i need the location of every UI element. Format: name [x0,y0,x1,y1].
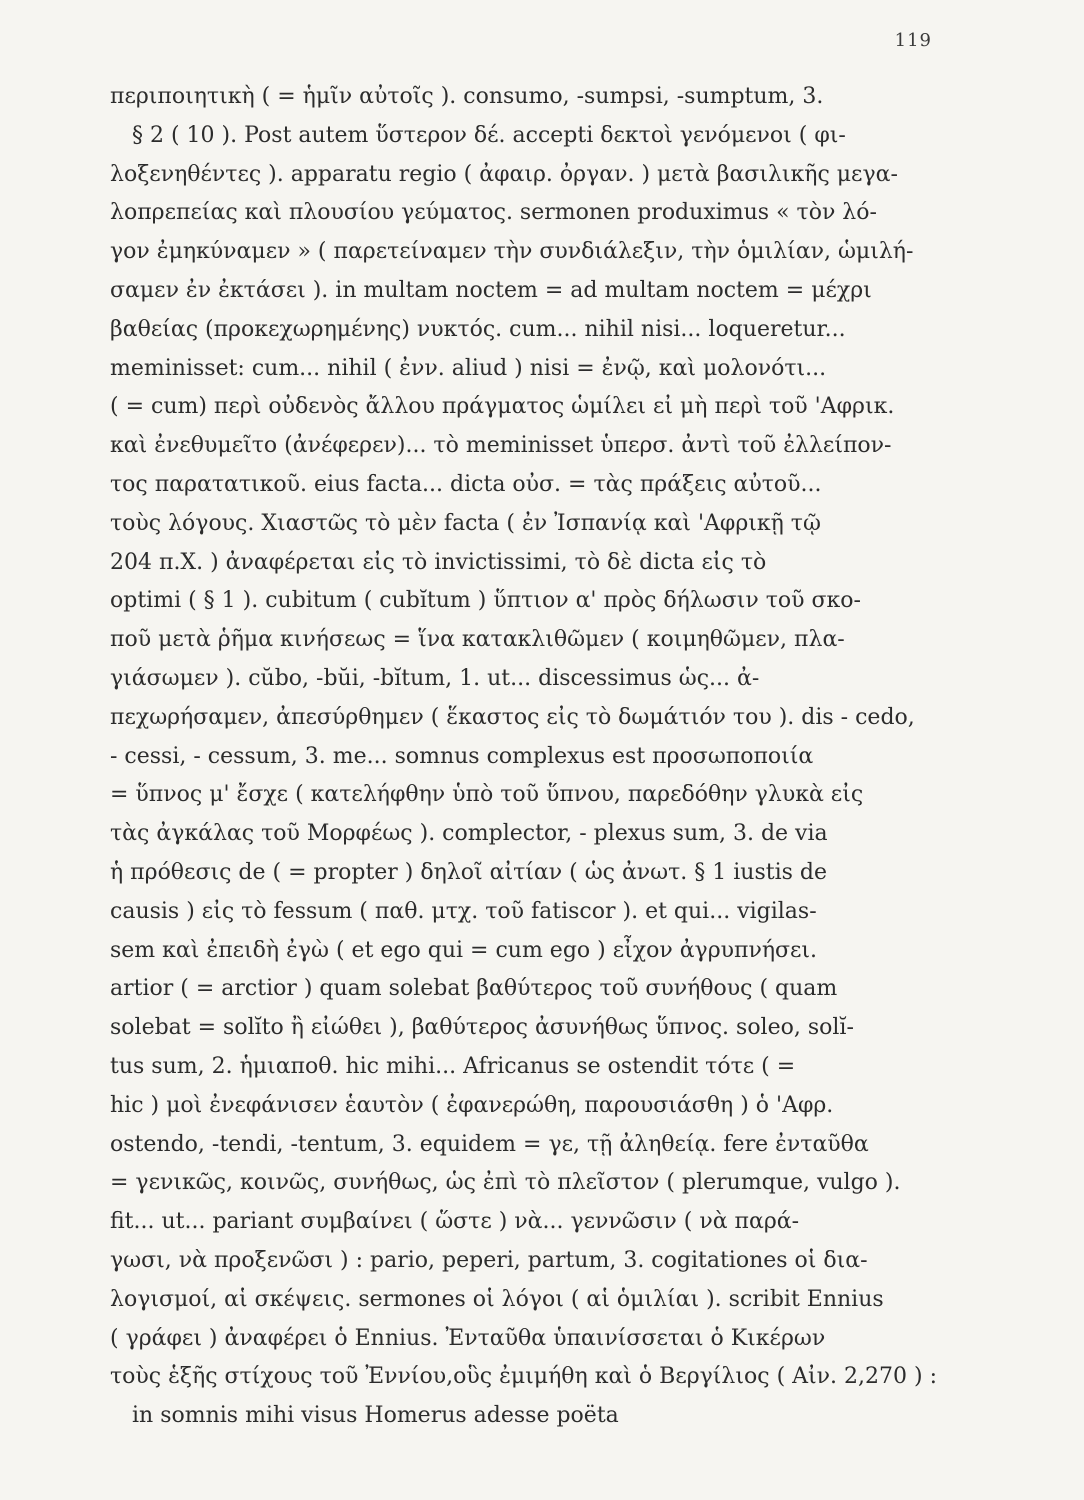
page-number: 119 [894,30,932,51]
text-line: in somnis mihi visus Homerus adesse poëta [132,1403,619,1429]
commentary-text [110,78,970,1436]
text-line: tus sum, 2. ἡμιαποθ. hic mihi... Africanus se ostendit τότε ( = [110,1053,796,1079]
text-line: σαμεν ἐν ἐκτάσει ). in multam noctem = ad multam noctem = μέχρι [110,277,872,303]
text-line: 204 π.Χ. ) ἀναφέρεται εἰς τὸ invictissimi, τὸ δὲ dicta εἰς τὸ [110,549,767,575]
text-line: τοὺς ἑξῆς στίχους τοῦ Ἐννίου,οὓς ἐμιμήθη καὶ ὁ Βεργίλιος ( Αἰν. 2,270 ) : [110,1364,937,1390]
text-line: causis ) εἰς τὸ fessum ( παθ. μτχ. τοῦ fatiscor ). et qui... vigilas- [110,898,817,924]
text-line: καὶ ἐνεθυμεῖτο (ἀνέφερεν)... τὸ meminisset ὑπερσ. ἀντὶ τοῦ ἐλλείπον- [110,433,892,459]
text-line: artior ( = arctior ) quam solebat βαθύτερος τοῦ συνήθους ( quam [110,976,838,1002]
text-line: λοξενηθέντες ). apparatu regio ( ἀφαιρ. ὀργαν. ) μετὰ βασιλικῆς μεγα- [110,161,898,187]
text-line: hic ) μοὶ ἐνεφάνισεν ἑαυτὸν ( ἐφανερώθη, παρουσιάσθη ) ὁ 'Αφρ. [110,1092,834,1118]
text-line: περιποιητικὴ ( = ἡμῖν αὐτοῖς ). consumo, -sumpsi, -sumptum, 3. [110,84,824,109]
text-line: τὰς ἀγκάλας τοῦ Μορφέως ). complector, - plexus sum, 3. de via [110,821,828,847]
text-line: τοὺς λόγους. Χιαστῶς τὸ μὲν facta ( ἐν Ἰσπανίᾳ καὶ 'Αφρικῇ τῷ [110,510,821,536]
text-line: fit... ut... pariant συμβαίνει ( ὥστε ) νὰ... γεννῶσιν ( νὰ παρά- [110,1209,800,1235]
text-line: ostendo, -tendi, -tentum, 3. equidem = γε, τῇ ἀληθείᾳ. fere ἐνταῦθα [110,1131,869,1157]
text-line: meminisset: cum... nihil ( ἐνν. aliud ) nisi = ἐνῷ, καὶ μολονότι... [110,355,827,381]
text-line: ἡ πρόθεσις de ( = propter ) δηλοῖ αἰτίαν ( ὡς ἀνωτ. § 1 iustis de [110,859,828,885]
text-line: γιάσωμεν ). cŭbo, -bŭi, -bĭtum, 1. ut... discessimus ὡς... ἀ- [110,665,760,691]
text-line: = γενικῶς, κοινῶς, συνήθως, ὡς ἐπὶ τὸ πλεῖστον ( plerumque, vulgo ). [110,1170,901,1196]
text-line: sem καὶ ἐπειδὴ ἐγὼ ( et ego qui = cum ego ) εἶχον ἀγρυπνήσει. [110,937,818,963]
text-line: πεχωρήσαμεν, ἀπεσύρθημεν ( ἕκαστος εἰς τὸ δωμάτιόν του ). dis - cedo, [110,704,915,730]
text-line: ποῦ μετὰ ῥῆμα κινήσεως = ἵνα κατακλιθῶμεν ( κοιμηθῶμεν, πλα- [110,627,845,653]
text-line: λοπρεπείας καὶ πλουσίου γεύματος. sermonen produximus « τὸν λό- [110,200,877,226]
text-line: § 2 ( 10 ). Post autem ὕστερον δέ. accepti δεκτοὶ γενόμενοι ( φι- [132,122,846,148]
text-line: = ὕπνος μ' ἔσχε ( κατελήφθην ὑπὸ τοῦ ὕπνου, παρεδόθην γλυκὰ εἰς [110,782,864,808]
text-line: λογισμοί, αἱ σκέψεις. sermones οἱ λόγοι ( αἱ ὁμιλίαι ). scribit Ennius [110,1286,884,1312]
text-line: - cessi, - cessum, 3. me... somnus complexus est προσωποποιία [110,743,814,769]
text-line: γωσι, νὰ προξενῶσι ) : pario, peperi, partum, 3. cogitationes οἱ δια- [110,1247,868,1273]
text-line: βαθείας (προκεχωρημένης) νυκτός. cum... nihil nisi... loqueretur... [110,316,846,342]
text-line: τος παρατατικοῦ. eius facta... dicta οὐσ. = τὰς πράξεις αὐτοῦ... [110,471,822,497]
text-line: γον ἐμηκύναμεν » ( παρετείναμεν τὴν συνδιάλεξιν, τὴν ὁμιλίαν, ὡμιλή- [110,239,914,265]
text-line: solebat = solĭto ἢ εἰώθει ), βαθύτερος ἀσυνήθως ὕπνος. soleo, solĭ- [110,1015,854,1041]
text-line: ( = cum) περὶ οὐδενὸς ἄλλου πράγματος ὡμίλει εἰ μὴ περὶ τοῦ 'Αφρικ. [110,394,895,420]
text-line: optimi ( § 1 ). cubitum ( cubĭtum ) ὕπτιον α' πρὸς δήλωσιν τοῦ σκο- [110,588,861,614]
text-line: ( γράφει ) ἀναφέρει ὁ Ennius. Ἐνταῦθα ὑπαινίσσεται ὁ Κικέρων [110,1325,826,1351]
